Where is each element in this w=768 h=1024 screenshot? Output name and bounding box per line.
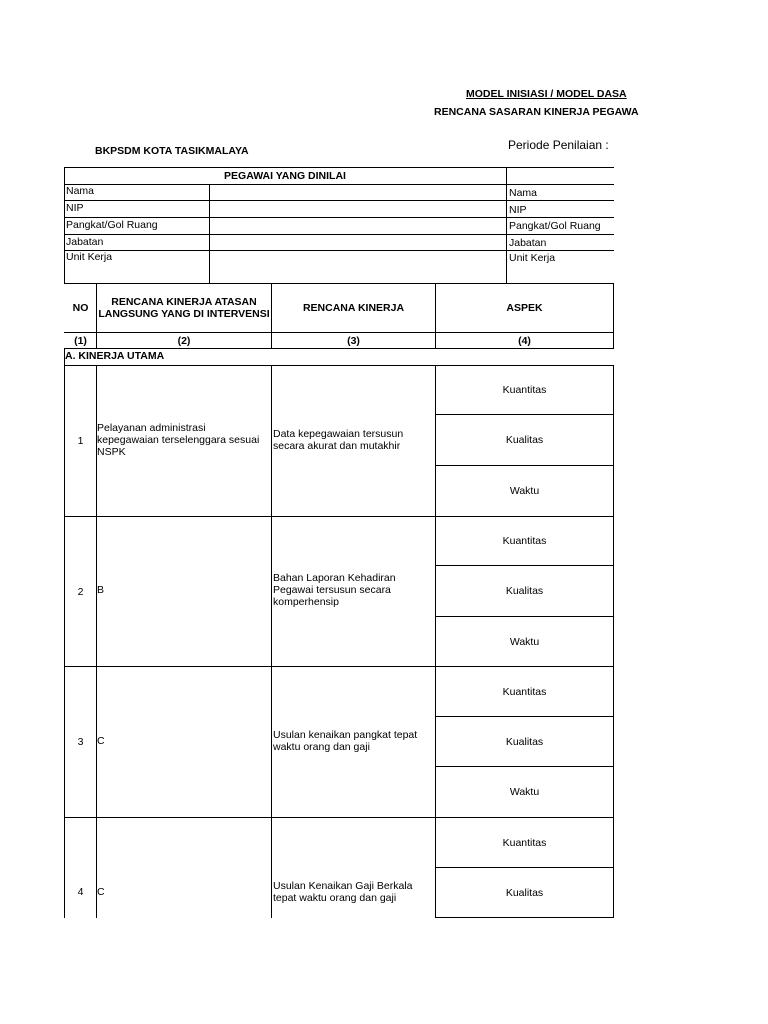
left-label-unit-kerja: Unit Kerja bbox=[66, 251, 113, 263]
column-header-atasan: RENCANA KINERJA ATASAN LANGSUNG YANG DI INTERVENSI bbox=[98, 296, 270, 320]
row-1-aspek-waktu: Waktu bbox=[509, 485, 540, 497]
agency-name: BKPSDM KOTA TASIKMALAYA bbox=[95, 145, 249, 157]
employee-section-title: PEGAWAI YANG DINILAI bbox=[224, 170, 346, 182]
title-line-1: MODEL INISIASI / MODEL DASA bbox=[466, 88, 627, 100]
row-3-number: 3 bbox=[77, 736, 84, 748]
row-4-number: 4 bbox=[77, 886, 84, 898]
column-number-2: (2) bbox=[177, 334, 191, 347]
row-4-atasan: C bbox=[97, 886, 105, 898]
row-4-rencana-kinerja: Usulan Kenaikan Gaji Berkala tepat waktu orang dan gaji bbox=[273, 880, 413, 904]
row-4-aspek-kuantitas: Kuantitas bbox=[502, 836, 547, 849]
row-2-rencana-kinerja: Bahan Laporan Kehadiran Pegawai tersusun secara komperhensip bbox=[273, 572, 396, 608]
column-number-4: (4) bbox=[518, 334, 531, 347]
column-header-aspek: ASPEK bbox=[506, 302, 543, 314]
title-line-2: RENCANA SASARAN KINERJA PEGAWA bbox=[434, 106, 639, 118]
row-2-aspek-kualitas: Kualitas bbox=[505, 585, 544, 597]
right-label-pangkat: Pangkat/Gol Ruang bbox=[509, 220, 601, 232]
row-2-number: 2 bbox=[77, 585, 84, 598]
column-number-1: (1) bbox=[74, 334, 87, 347]
right-label-unit-kerja: Unit Kerja bbox=[509, 252, 556, 264]
left-label-nip: NIP bbox=[66, 202, 84, 214]
right-label-nip: NIP bbox=[509, 204, 527, 216]
row-1-rencana-kinerja: Data kepegawaian tersusun secara akurat dan mutakhir bbox=[273, 428, 404, 452]
row-1-atasan: Pelayanan administrasi kepegawaian terselenggara sesuai NSPK bbox=[97, 422, 260, 458]
row-3-aspek-waktu: Waktu bbox=[509, 786, 540, 798]
left-label-pangkat: Pangkat/Gol Ruang bbox=[66, 219, 158, 231]
section-label-kinerja-utama: A. KINERJA UTAMA bbox=[65, 350, 165, 362]
row-1-aspek-kuantitas: Kuantitas bbox=[502, 384, 547, 396]
column-header-no: NO bbox=[72, 302, 89, 314]
row-2-atasan: B bbox=[97, 584, 105, 596]
left-label-jabatan: Jabatan bbox=[66, 236, 104, 248]
row-3-atasan: C bbox=[97, 735, 105, 747]
row-3-rencana-kinerja: Usulan kenaikan pangkat tepat waktu orang dan gaji bbox=[273, 729, 418, 753]
row-1-number: 1 bbox=[77, 435, 84, 447]
row-3-aspek-kualitas: Kualitas bbox=[505, 735, 544, 748]
row-2-aspek-waktu: Waktu bbox=[509, 635, 540, 648]
row-3-aspek-kuantitas: Kuantitas bbox=[502, 685, 547, 698]
row-4-aspek-kualitas: Kualitas bbox=[505, 886, 544, 899]
right-label-nama: Nama bbox=[509, 187, 538, 199]
right-label-jabatan: Jabatan bbox=[509, 237, 547, 249]
period-label: Periode Penilaian : bbox=[508, 138, 609, 152]
left-label-nama: Nama bbox=[66, 185, 95, 197]
row-2-aspek-kuantitas: Kuantitas bbox=[502, 535, 547, 547]
row-1-aspek-kualitas: Kualitas bbox=[505, 434, 544, 446]
column-number-3: (3) bbox=[347, 334, 360, 347]
column-header-rencana-kinerja: RENCANA KINERJA bbox=[302, 302, 405, 314]
